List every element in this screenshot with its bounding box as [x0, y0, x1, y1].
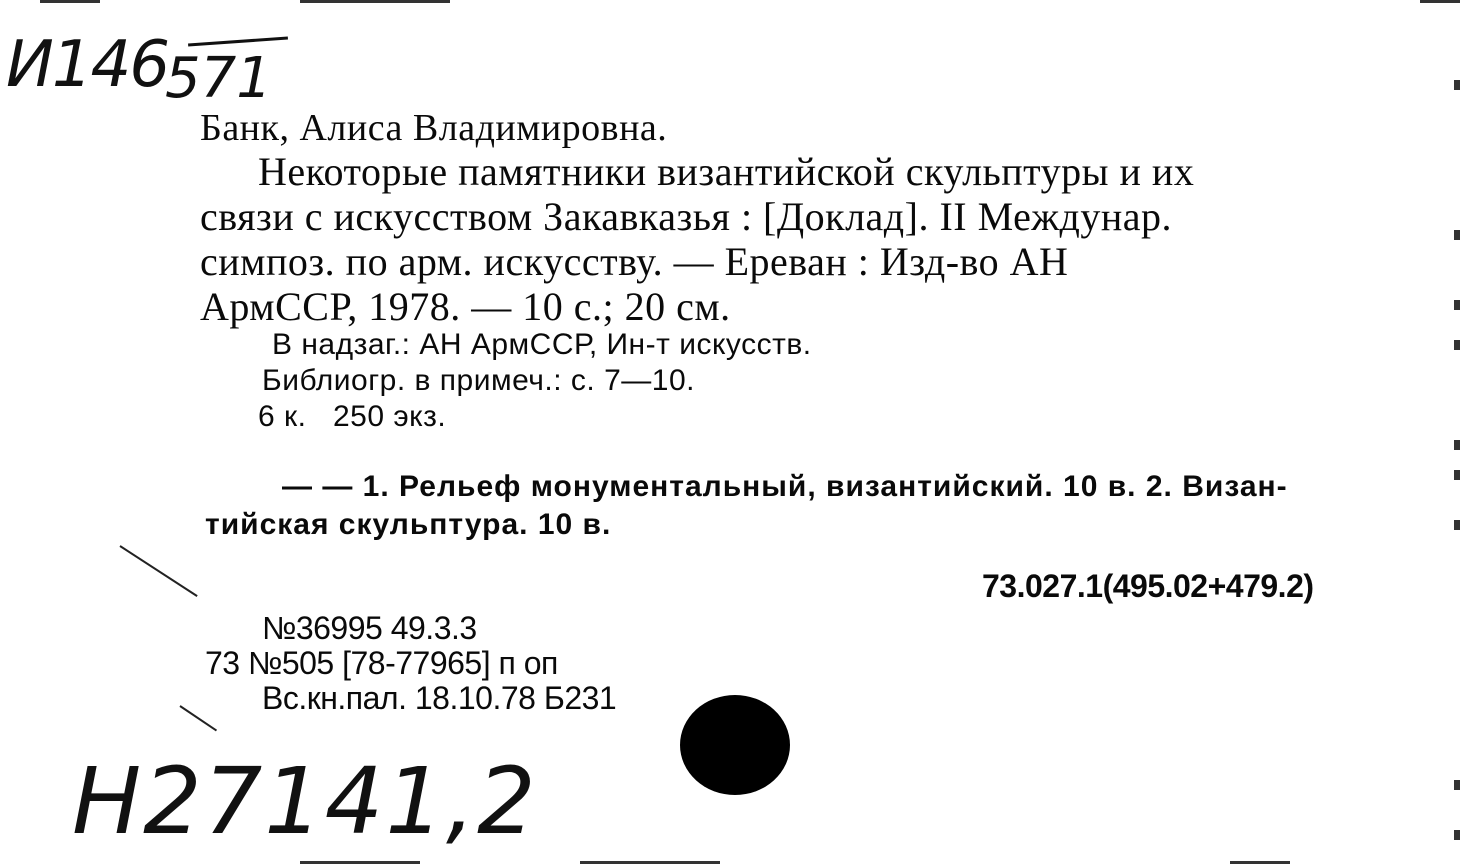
subject-tracing-line: — — 1. Рельеф монументальный, византийский. 10 в. 2. Визан- — [282, 470, 1288, 503]
title-line: АрмССР, 1978. — 10 с.; 20 см. — [200, 284, 731, 329]
edge-mark — [1420, 0, 1460, 3]
title-line: связи с искусством Закавказья : [Доклад]. II Междунар. — [200, 194, 1173, 239]
title-line: симпоз. по арм. искусству. — Ереван : Изд-во АН — [200, 239, 1069, 284]
edge-mark — [1454, 230, 1460, 240]
edge-mark — [1454, 780, 1460, 790]
edge-mark — [1454, 80, 1460, 90]
service-line: 73 №505 [78-77965] п оп — [205, 645, 558, 681]
edge-mark — [1454, 830, 1460, 840]
subject-tracing-line: тийская скульптура. 10 в. — [205, 508, 612, 541]
edge-mark — [1454, 470, 1460, 480]
edge-mark — [300, 0, 450, 3]
call-number-bottom: Н27141,2 — [72, 748, 538, 855]
call-number-overline — [188, 37, 288, 47]
note-line: Библиогр. в примеч.: с. 7—10. — [262, 364, 695, 397]
edge-mark — [1454, 300, 1460, 310]
call-number-top: И146 — [6, 28, 169, 102]
author-heading: Банк, Алиса Владимировна. — [200, 107, 668, 149]
edge-mark — [1454, 520, 1460, 530]
scan-scratch — [119, 545, 197, 597]
edge-mark — [40, 0, 100, 3]
service-line: №36995 49.3.3 — [262, 610, 477, 646]
scan-scratch — [179, 705, 217, 731]
classification-index: 73.027.1(495.02+479.2) — [982, 568, 1314, 604]
edge-mark — [1454, 340, 1460, 350]
edge-mark — [1454, 440, 1460, 450]
service-line: Вс.кн.пал. 18.10.78 Б231 — [262, 680, 617, 716]
note-line: 6 к. 250 экз. — [258, 400, 447, 433]
punch-hole — [680, 695, 790, 795]
title-line: Некоторые памятники византийской скульптуры и их — [258, 149, 1195, 194]
note-line: В надзаг.: АН АрмССР, Ин-т искусств. — [272, 328, 812, 361]
call-number-top-suffix: 571 — [165, 46, 272, 111]
